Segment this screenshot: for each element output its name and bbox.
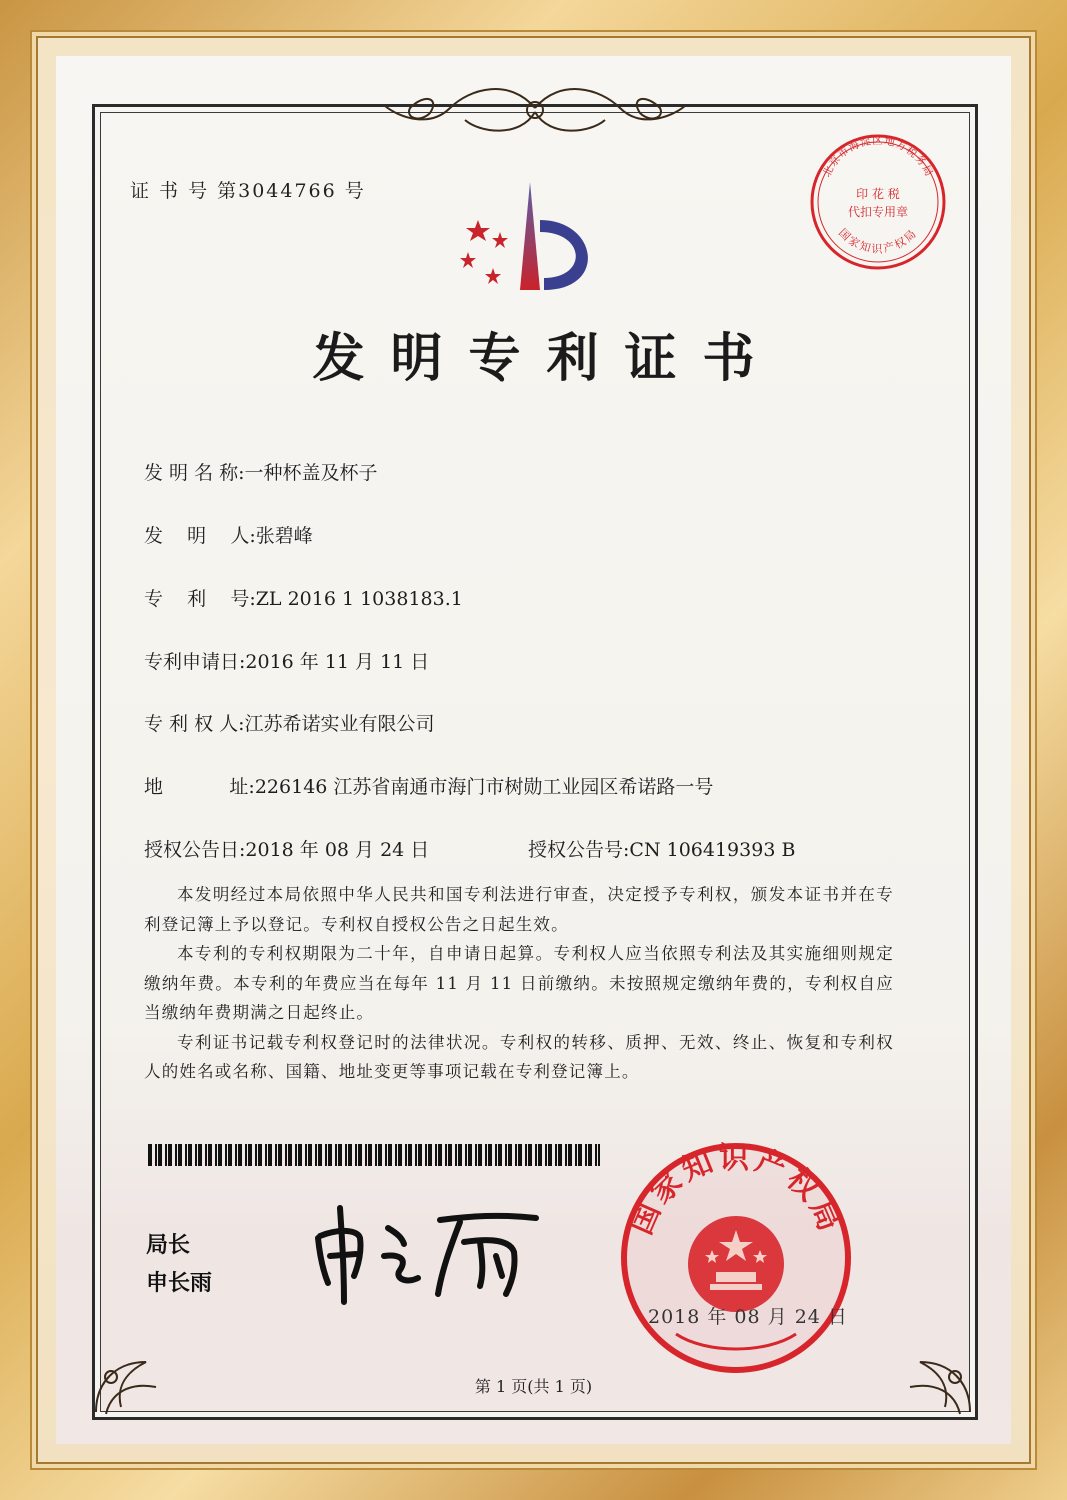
barcode-bar — [455, 1144, 457, 1166]
field-grant-number — [528, 835, 795, 862]
barcode-bar — [368, 1144, 372, 1166]
barcode-bar — [535, 1144, 537, 1166]
barcode — [148, 1144, 600, 1166]
field-label: 专 利 号: — [144, 588, 256, 610]
field-value: 张碧峰 — [255, 525, 313, 547]
barcode-bar — [175, 1144, 177, 1166]
barcode-bar — [415, 1144, 417, 1166]
barcode-bar — [275, 1144, 277, 1166]
barcode-bar — [195, 1144, 197, 1166]
barcode-bar — [435, 1144, 437, 1166]
barcode-bar — [578, 1144, 582, 1166]
barcode-bar — [235, 1144, 237, 1166]
barcode-bar — [248, 1144, 252, 1166]
barcode-bar — [158, 1144, 162, 1166]
field-value: 2018 年 08 月 24 日 — [245, 839, 430, 861]
barcode-bar — [245, 1144, 247, 1166]
barcode-bar — [188, 1144, 192, 1166]
barcode-bar — [505, 1144, 507, 1166]
barcode-bar — [475, 1144, 477, 1166]
barcode-bar — [268, 1144, 272, 1166]
barcode-bar — [595, 1144, 597, 1166]
tax-stamp-line1: 印 花 税 — [856, 187, 900, 201]
barcode-bar — [178, 1144, 182, 1166]
barcode-bar — [168, 1144, 172, 1166]
certificate-number: 证 书 号 第3044766 号 — [130, 180, 366, 202]
tax-stamp-line2: 代扣专用章 — [847, 205, 909, 219]
barcode-bar — [428, 1144, 432, 1166]
field-label: 发 明 名 称: — [144, 462, 245, 484]
field-value: 江苏希诺实业有限公司 — [244, 713, 435, 735]
statement-paragraph: 专利证书记载专利权登记时的法律状况。专利权的转移、质押、无效、终止、恢复和专利权人的姓名或名称、国籍、地址变更等事项记载在专利登记簿上。 — [144, 1032, 894, 1081]
barcode-bar — [465, 1144, 467, 1166]
field-label: 专利申请日: — [144, 651, 246, 673]
barcode-bar — [348, 1144, 352, 1166]
svg-text:北京市海淀区地方税务局 — [821, 134, 935, 179]
field-inventor — [144, 521, 313, 548]
barcode-bar — [388, 1144, 392, 1166]
barcode-bar — [458, 1144, 462, 1166]
barcode-bar — [575, 1144, 577, 1166]
tax-stamp-seal — [806, 130, 950, 274]
barcode-bar — [288, 1144, 292, 1166]
field-patent-number — [144, 584, 463, 611]
director-name: 申长雨 — [146, 1271, 213, 1296]
barcode-bar — [225, 1144, 227, 1166]
barcode-bar — [285, 1144, 287, 1166]
barcode-bar — [438, 1144, 442, 1166]
barcode-bar — [255, 1144, 257, 1166]
barcode-bar — [205, 1144, 207, 1166]
barcode-bar — [325, 1144, 327, 1166]
barcode-bar — [538, 1144, 542, 1166]
barcode-bar — [185, 1144, 187, 1166]
barcode-bar — [375, 1144, 377, 1166]
barcode-bar — [598, 1144, 600, 1166]
barcode-bar — [425, 1144, 427, 1166]
barcode-bar — [548, 1144, 552, 1166]
barcode-bar — [308, 1144, 312, 1166]
barcode-bar — [345, 1144, 347, 1166]
barcode-bar — [305, 1144, 307, 1166]
barcode-bar — [355, 1144, 357, 1166]
barcode-bar — [295, 1144, 297, 1166]
barcode-bar — [148, 1144, 152, 1166]
page-footer: 第 1 页(共 1 页) — [474, 1377, 593, 1396]
barcode-bar — [518, 1144, 522, 1166]
top-ornament-icon — [370, 78, 700, 148]
barcode-bar — [405, 1144, 407, 1166]
barcode-bar — [585, 1144, 587, 1166]
barcode-bar — [165, 1144, 167, 1166]
field-value: CN 106419393 B — [629, 839, 796, 861]
patent-office-logo-icon — [448, 180, 608, 310]
barcode-bar — [515, 1144, 517, 1166]
barcode-bar — [448, 1144, 452, 1166]
barcode-bar — [258, 1144, 262, 1166]
barcode-bar — [228, 1144, 232, 1166]
svg-text:国家知识产权局 — [836, 226, 920, 255]
barcode-bar — [278, 1144, 282, 1166]
barcode-bar — [385, 1144, 387, 1166]
barcode-bar — [545, 1144, 547, 1166]
field-value: 2016 年 11 月 11 日 — [245, 651, 430, 673]
patent-office-seal — [616, 1138, 856, 1378]
barcode-bar — [495, 1144, 497, 1166]
barcode-bar — [408, 1144, 412, 1166]
barcode-bar — [508, 1144, 512, 1166]
director-signature — [310, 1198, 550, 1308]
barcode-bar — [568, 1144, 572, 1166]
field-patentee — [144, 709, 435, 736]
barcode-bar — [265, 1144, 267, 1166]
statement-paragraph: 本发明经过本局依照中华人民共和国专利法进行审查，决定授予专利权，颁发本证书并在专利登记簿上予以登记。专利权自授权公告之日起生效。 — [144, 885, 894, 934]
field-invention-name — [144, 458, 378, 485]
barcode-bar — [565, 1144, 567, 1166]
barcode-bar — [485, 1144, 487, 1166]
barcode-bar — [528, 1144, 532, 1166]
director-title: 局长 — [146, 1233, 191, 1258]
barcode-bar — [208, 1144, 212, 1166]
barcode-bar — [468, 1144, 472, 1166]
barcode-bar — [558, 1144, 562, 1166]
certificate-statement — [144, 880, 894, 1087]
seal-arc-text: 国家知识产权局 — [623, 1141, 849, 1240]
barcode-bar — [555, 1144, 557, 1166]
statement-paragraph: 本专利的专利权期限为二十年，自申请日起算。专利权人应当依照专利法及其实施细则规定缴纳年费。本专利的年费应当在每年 11 月 11 日前缴纳。未按照规定缴纳年费的，专利权自应当缴纳年费期满之日起终止。 — [144, 944, 894, 1022]
barcode-bar — [238, 1144, 242, 1166]
barcode-bar — [395, 1144, 397, 1166]
tax-stamp-outer-text: 北京市海淀区地方税务局 — [820, 134, 936, 180]
field-application-date — [144, 647, 429, 674]
barcode-bar — [498, 1144, 502, 1166]
field-label: 授权公告日: — [144, 839, 246, 861]
barcode-bar — [198, 1144, 202, 1166]
barcode-bar — [218, 1144, 222, 1166]
barcode-bar — [338, 1144, 342, 1166]
barcode-bar — [488, 1144, 492, 1166]
barcode-bar — [328, 1144, 332, 1166]
field-value: 226146 江苏省南通市海门市树勋工业园区希诺路一号 — [254, 776, 714, 798]
field-label: 发 明 人: — [144, 525, 256, 547]
field-value: ZL 2016 1 1038183.1 — [255, 588, 463, 610]
barcode-bar — [478, 1144, 482, 1166]
barcode-bar — [318, 1144, 322, 1166]
field-label: 地 址: — [144, 776, 255, 798]
field-label: 授权公告号: — [528, 839, 630, 861]
barcode-bar — [418, 1144, 422, 1166]
certificate-title: 发明专利证书 — [312, 328, 781, 389]
barcode-bar — [155, 1144, 157, 1166]
field-grant-date — [144, 835, 429, 862]
barcode-bar — [298, 1144, 302, 1166]
barcode-bar — [525, 1144, 527, 1166]
barcode-bar — [588, 1144, 592, 1166]
tax-stamp-bottom-text: 国家知识产权局 — [836, 226, 920, 256]
field-address — [144, 772, 713, 799]
field-label: 专 利 权 人: — [144, 713, 245, 735]
barcode-bar — [315, 1144, 317, 1166]
field-value: 一种杯盖及杯子 — [244, 462, 378, 484]
barcode-bar — [365, 1144, 367, 1166]
barcode-bar — [358, 1144, 362, 1166]
barcode-bar — [335, 1144, 337, 1166]
barcode-bar — [378, 1144, 382, 1166]
barcode-bar — [398, 1144, 402, 1166]
barcode-bar — [215, 1144, 217, 1166]
barcode-bar — [445, 1144, 447, 1166]
seal-date: 2018 年 08 月 24 日 — [648, 1306, 848, 1328]
